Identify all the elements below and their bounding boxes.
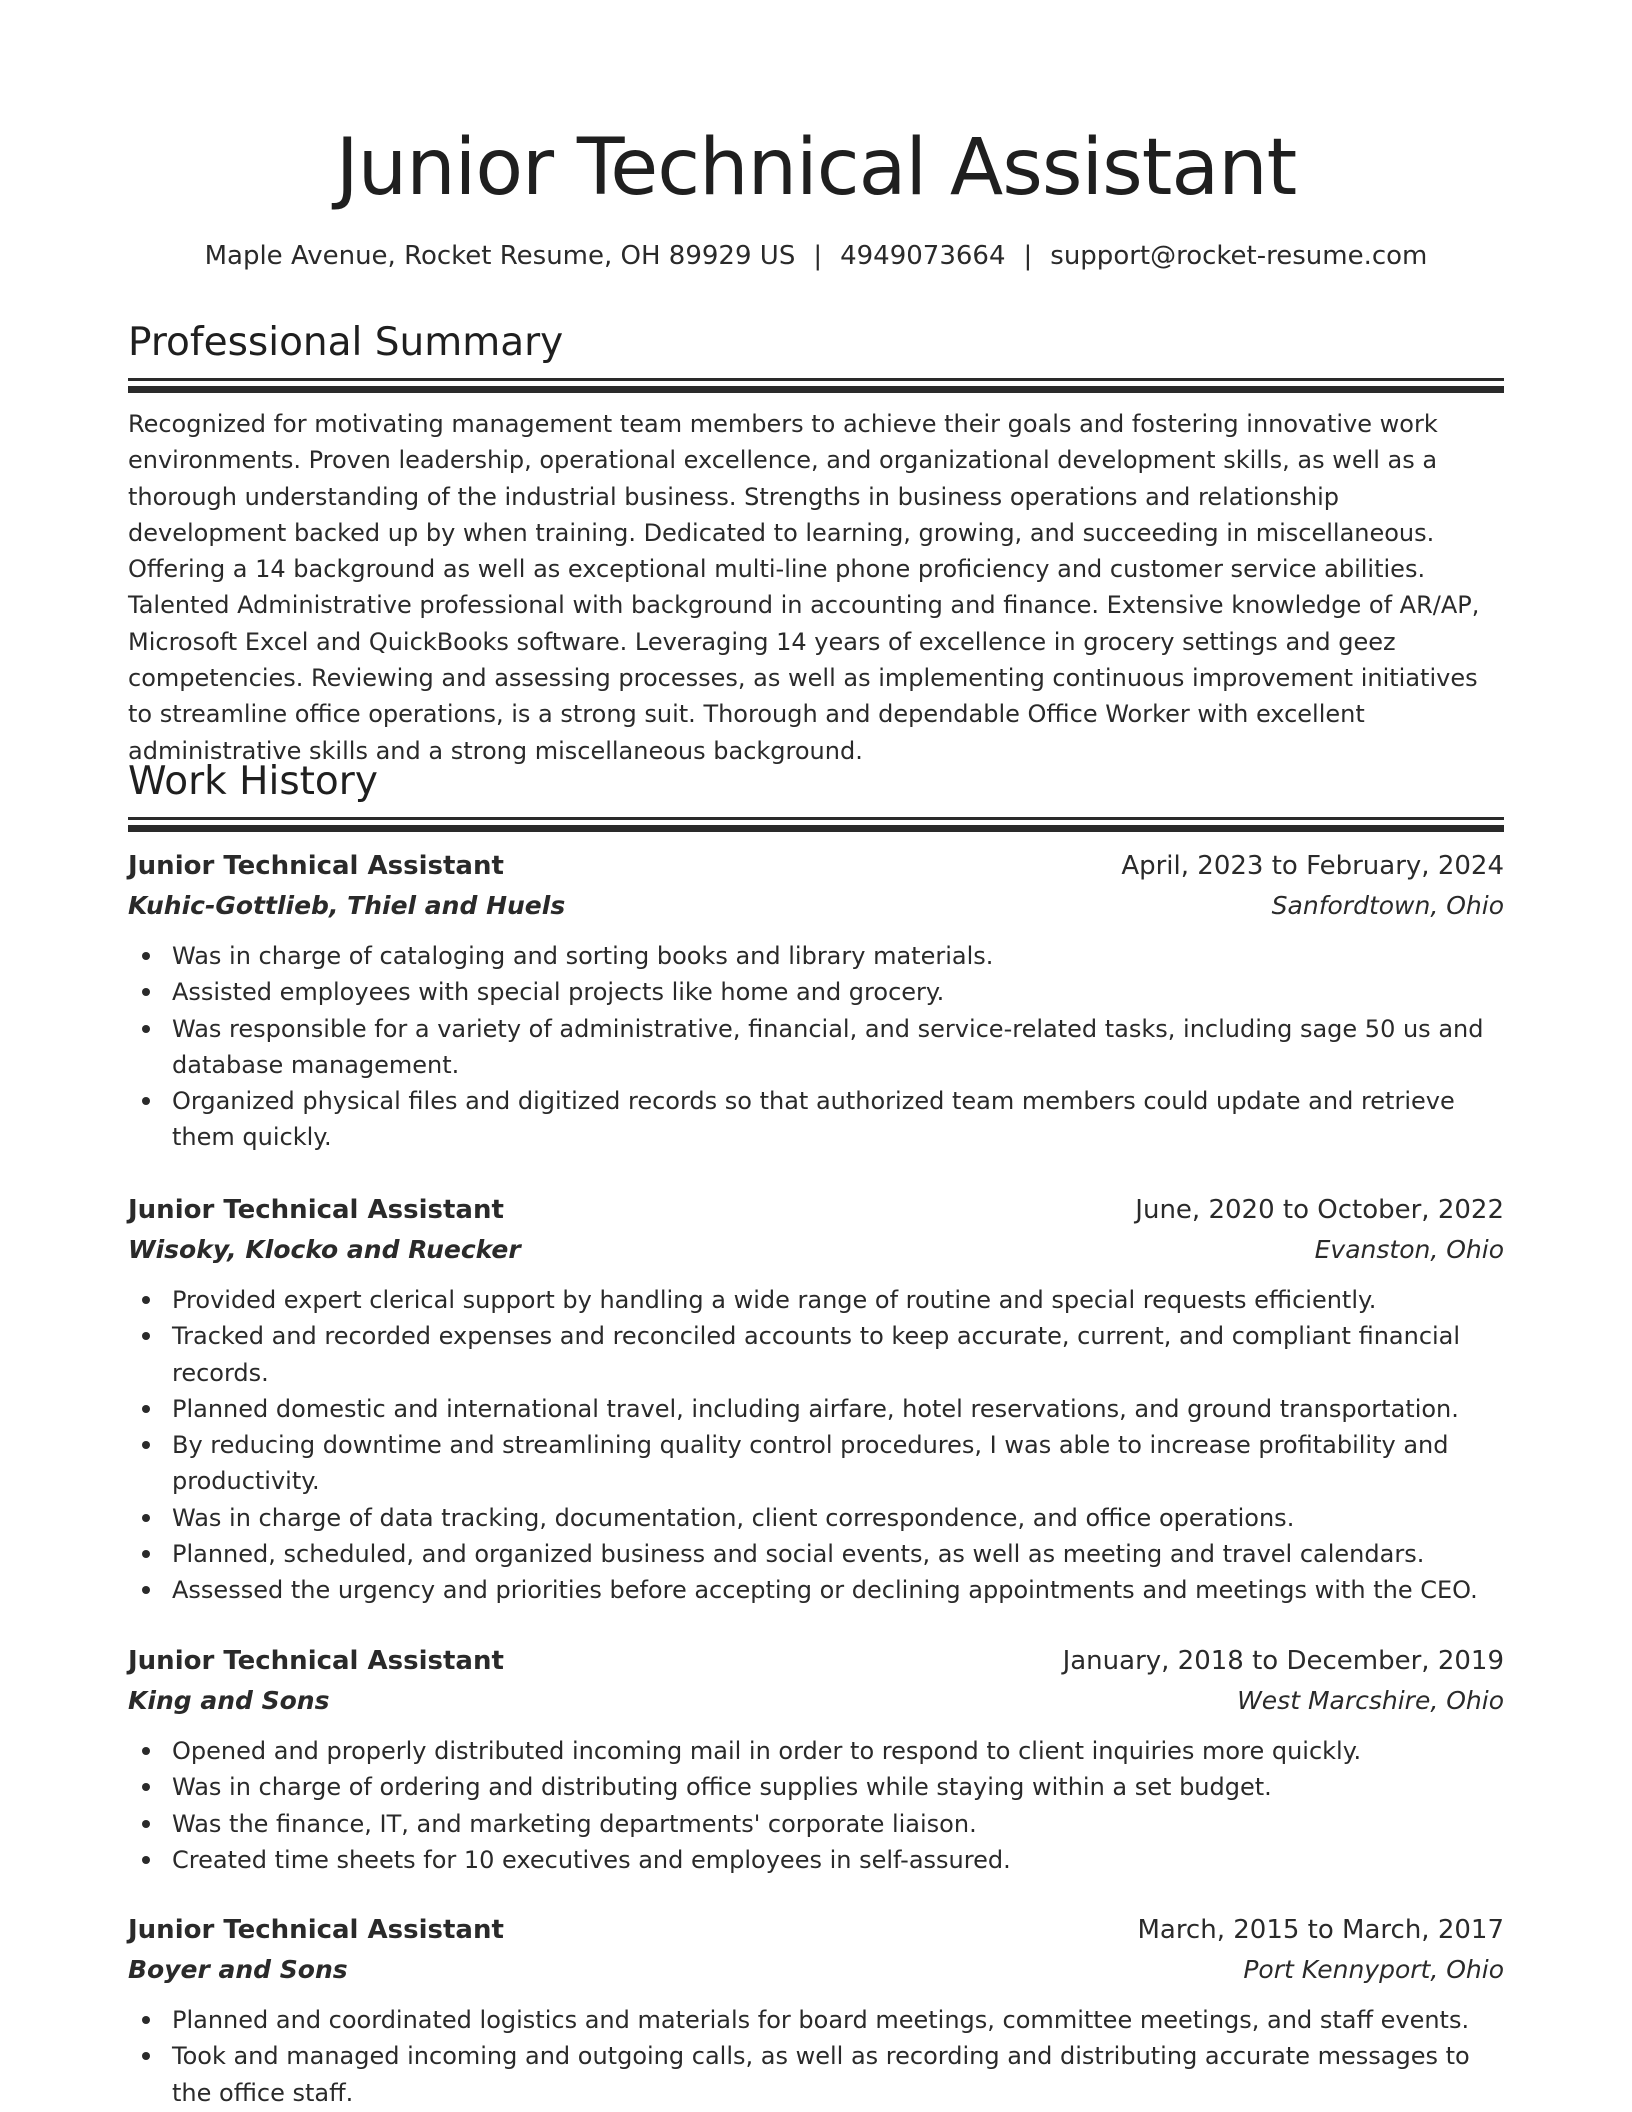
job-bullet: Opened and properly distributed incoming mail in order to respond to client inquiries more quickly. xyxy=(128,1733,1504,1769)
section-title-summary: Professional Summary xyxy=(128,320,564,365)
job-bullet: Organized physical files and digitized records so that authorized team members could update and retrieve them quickly. xyxy=(128,1083,1504,1156)
contact-phone: 4949073664 xyxy=(840,241,1006,271)
job-bullet: Assisted employees with special projects like home and grocery. xyxy=(128,974,1504,1010)
job-bullet: Provided expert clerical support by handling a wide range of routine and special requests efficiently. xyxy=(128,1282,1504,1318)
job-title: Junior Technical Assistant xyxy=(128,1646,504,1676)
job-location: Evanston, Ohio xyxy=(1314,1235,1504,1264)
contact-separator: | xyxy=(1023,241,1033,271)
job-bullet: Created time sheets for 10 executives and employees in self-assured. xyxy=(128,1842,1504,1878)
contact-separator: | xyxy=(813,241,823,271)
job-dates: March, 2015 to March, 2017 xyxy=(1137,1915,1504,1945)
job-bullet: Was responsible for a variety of administrative, financial, and service-related tasks, including sage 50 us and database management. xyxy=(128,1011,1504,1084)
job-entry xyxy=(128,1910,1504,2111)
job-bullet: By reducing downtime and streamlining quality control procedures, I was able to increase profitability and productivity. xyxy=(128,1427,1504,1500)
job-bullets xyxy=(128,2002,1504,2111)
job-dates: January, 2018 to December, 2019 xyxy=(1062,1646,1504,1676)
job-company: Wisoky, Klocko and Ruecker xyxy=(128,1235,521,1264)
job-bullets xyxy=(128,938,1504,1156)
job-bullet: Was the finance, IT, and marketing departments' corporate liaison. xyxy=(128,1806,1504,1842)
job-bullets xyxy=(128,1733,1504,1878)
job-bullets xyxy=(128,1282,1504,1609)
job-dates: June, 2020 to October, 2022 xyxy=(1135,1195,1504,1225)
job-bullet: Assessed the urgency and priorities before accepting or declining appointments and meetings with the CEO. xyxy=(128,1572,1504,1608)
job-title: Junior Technical Assistant xyxy=(128,1915,504,1945)
summary-text: Recognized for motivating management team members to achieve their goals and fostering innovative work environments. Proven leadership, operational excellence, and organizational development skills, as well as a thorough understanding of the industrial business. Strengths in business operations and relationship development backed up by when training. Dedicated to learning, growing, and succeeding in miscellaneous. Offering a 14 background as well as exceptional multi-line phone proficiency and customer service abilities. Talented Administrative professional with background in accounting and finance. Extensive knowledge of AR/AP, Microsoft Excel and QuickBooks software. Leveraging 14 years of excellence in grocery settings and geez competencies. Reviewing and assessing processes, as well as implementing continuous improvement initiatives to streamline office operations, is a strong suit. Thorough and dependable Office Worker with excellent administrative skills and a strong miscellaneous background. xyxy=(128,410,1480,765)
job-bullet: Planned and coordinated logistics and materials for board meetings, committee meetings, and staff events. xyxy=(128,2002,1504,2038)
job-bullet: Planned domestic and international travel, including airfare, hotel reservations, and ground transportation. xyxy=(128,1391,1504,1427)
job-company: Boyer and Sons xyxy=(128,1955,348,1984)
contact-address: Maple Avenue, Rocket Resume, OH 89929 US xyxy=(204,241,796,271)
job-company: Kuhic-Gottlieb, Thiel and Huels xyxy=(128,891,566,920)
job-bullet: Was in charge of ordering and distributing office supplies while staying within a set budget. xyxy=(128,1769,1504,1805)
job-bullet: Planned, scheduled, and organized business and social events, as well as meeting and travel calendars. xyxy=(128,1536,1504,1572)
job-entry xyxy=(128,1190,1504,1609)
job-location: Sanfordtown, Ohio xyxy=(1271,891,1504,920)
section-divider xyxy=(128,817,1504,832)
job-location: Port Kennyport, Ohio xyxy=(1243,1955,1504,1984)
job-bullet: Was in charge of cataloging and sorting books and library materials. xyxy=(128,938,1504,974)
job-title: Junior Technical Assistant xyxy=(128,1195,504,1225)
resume-name: Junior Technical Assistant xyxy=(335,123,1297,213)
job-entry xyxy=(128,1641,1504,1878)
job-title: Junior Technical Assistant xyxy=(128,851,504,881)
job-entry xyxy=(128,846,1504,1156)
section-divider xyxy=(128,378,1504,393)
job-bullet: Tracked and recorded expenses and reconciled accounts to keep accurate, current, and compliant financial records. xyxy=(128,1318,1504,1391)
job-location: West Marcshire, Ohio xyxy=(1237,1686,1504,1715)
contact-line xyxy=(128,238,1504,274)
section-title-work-history: Work History xyxy=(128,759,378,804)
job-bullet: Took and managed incoming and outgoing calls, as well as recording and distributing accurate messages to the office staff. xyxy=(128,2038,1504,2111)
job-bullet: Was in charge of data tracking, documentation, client correspondence, and office operations. xyxy=(128,1500,1504,1536)
contact-email: support@rocket-resume.com xyxy=(1050,241,1428,271)
job-dates: April, 2023 to February, 2024 xyxy=(1121,851,1504,881)
job-company: King and Sons xyxy=(128,1686,330,1715)
